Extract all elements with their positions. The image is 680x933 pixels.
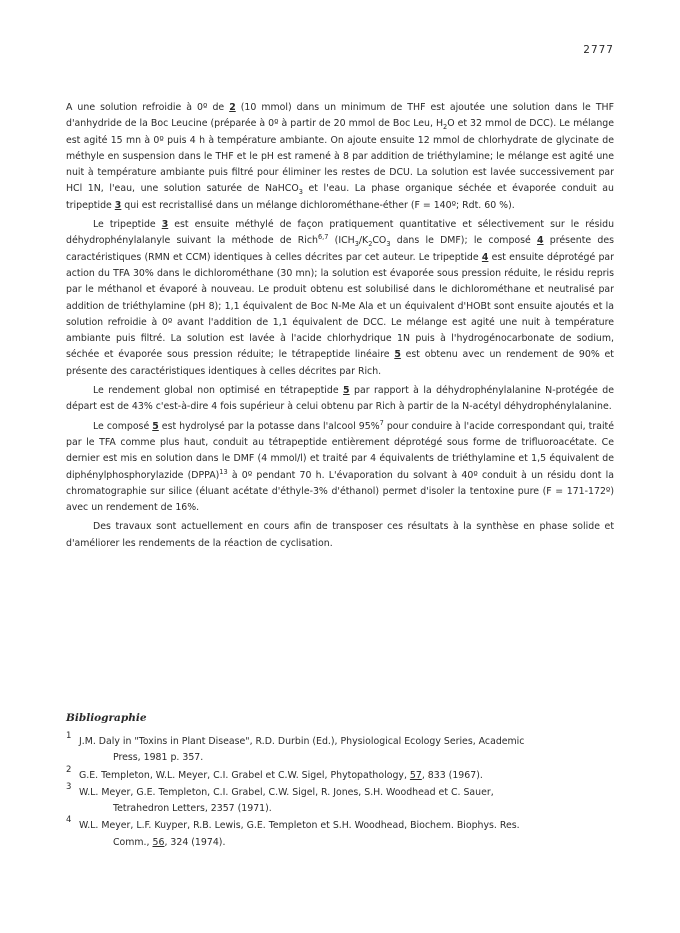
bibliography (66, 712, 614, 852)
compound-ref: 5 (152, 420, 159, 432)
reference-item: 3 W.L. Meyer, G.E. Templeton, C.I. Grabel, C.W. Sigel, R. Jones, S.H. Woodhead et C. Sauer, Tetrahedron Letters, 2357 (1971). (66, 785, 614, 818)
reference-number: 4 (66, 815, 72, 826)
paragraph-3: Le rendement global non optimisé en tétrapeptide 5 par rapport à la déhydrophénylalanine N-protégée de départ est de 43% c'est-à-dire 4 fois supérieur à celui obtenu par Rich à partir de la N-acétyl déhydrophénylalanine. (66, 385, 614, 413)
citation: 13 (219, 467, 228, 476)
reference-number: 3 (66, 781, 72, 792)
reference-number: 2 (66, 764, 72, 775)
paragraph-2: Le tripeptide 3 est ensuite méthylé de façon pratiquement quantitative et sélectivement sur le résidu déhydrophénylalanyle suivant la méthode de Rich$^{6,7}$ ($ICH_3/K_2CO_3$ dans le DMF); le composé 4 présente des caractéristiques (RMN et CCM) identiques à celles décrites par cet auteur. Le tripeptide 4 est ensuite déprotégé par action du TFA 30% dans le dichlorométhane (30 mn); la solution est évaporée sous pression réduite, le résidu repris par le méthanol et évaporé à nouveau. Le produit obtenu est solubilisé dans le dichlorométhane et neutralisé par addition de triéthylamine (pH 8); 1,1 équivalent de Boc N-Me Ala et un équivalent d'HOBt sont ensuite ajoutés et la solution refroidie à 0º avant l'addition de 1,1 équivalent de DCC. Le mélange est agité une nuit à température ambiante puis filtré. La solution est lavée à l'acide chlorhydrique 1N puis à l'hydrogénocarbonate de sodium, séchée et évaporée sous pression réduite; le tétrapeptide linéaire 5 est obtenu avec un rendement de 90% et présente des caractéristiques identiques à celles décrites par Rich. (66, 219, 615, 377)
compound-ref: 3 (161, 219, 169, 231)
paragraph-1: A une solution refroidie à 0º de 2 (10 mmol) dans un minimum de THF est ajoutée une solution dans le THF d'anhydride de la Boc Leucine (préparée à 0º à partir de 20 mmol de Boc Leu, $H_2O$ et 32 mmol de DCC). Le mélange est agité 15 mn à 0º puis 4 h à température ambiante. On ajoute ensuite 12 mmol de chlorhydrate de glycinate de méthyle en suspension dans le THF et le pH est ramené à 8 par addition de triéthylamine; le mélange est agité une nuit à température ambiante puis filtré pour éliminer les restes de DCU. La solution est lavée successivement par HCl 1N, l'eau, une solution saturée de NaHCO$_3$ et l'eau. La phase organique séchée et évaporée conduit au tripeptide 3 qui est recristallisé dans un mélange dichlorométhane-éther (F = 140º; Rdt. 60 %). (66, 102, 614, 211)
paragraph-4: Le composé 5 est hydrolysé par la potasse dans l'alcool 95%$^7$ pour conduire à l'acide correspondant qui, traité par le TFA comme plus haut, conduit au tétrapeptide entièrement déprotégé sous forme de trifluoroacétate. Ce dernier est mis en solution dans le DMF (4 mmol/l) et traité par 4 équivalents de triéthylamine et 1,5 équivalent de diphénylphosphorylazide (DPPA)$^{13}$ à 0º pendant 70 h. L'évaporation du solvant à 40º conduit à un résidu dont la chromatographie sur silice (éluant acétate d'éthyle-3% d'éthanol) permet d'isoler la tentoxine pure (F = 171-172º) avec un rendement de 16%. (66, 418, 614, 514)
article-body (66, 100, 614, 555)
paragraph-5: Des travaux sont actuellement en cours afin de transposer ces résultats à la synthèse en phase solide et d'améliorer les rendements de la réaction de cyclisation. (66, 521, 614, 549)
citation: 6,7 (317, 233, 329, 242)
compound-ref: 4 (537, 235, 544, 247)
reference-item: 2 G.E. Templeton, W.L. Meyer, C.I. Grabel et C.W. Sigel, Phytopathology, 57, 833 (1967). (66, 768, 614, 784)
bibliography-heading: Bibliographie (66, 712, 147, 724)
compound-ref: 2 (229, 102, 236, 113)
compound-ref: 5 (394, 349, 401, 361)
reference-item: 4 W.L. Meyer, L.F. Kuyper, R.B. Lewis, G.E. Templeton et S.H. Woodhead, Biochem. Biophys. Res. Comm., 56, 324 (1974). (66, 818, 614, 851)
volume-number: 56 (152, 836, 165, 848)
compound-ref: 4 (481, 251, 489, 263)
reference-item: 1 J.M. Daly in "Toxins in Plant Disease", R.D. Durbin (Ed.), Physiological Ecology Series, Academic Press, 1981 p. 357. (66, 734, 614, 767)
citation: 7 (379, 418, 384, 427)
volume-number: 57 (409, 769, 422, 781)
page-number: 2777 (583, 44, 614, 56)
compound-ref: 3 (114, 199, 122, 211)
reference-number: 1 (66, 731, 72, 741)
compound-ref: 5 (343, 385, 350, 397)
